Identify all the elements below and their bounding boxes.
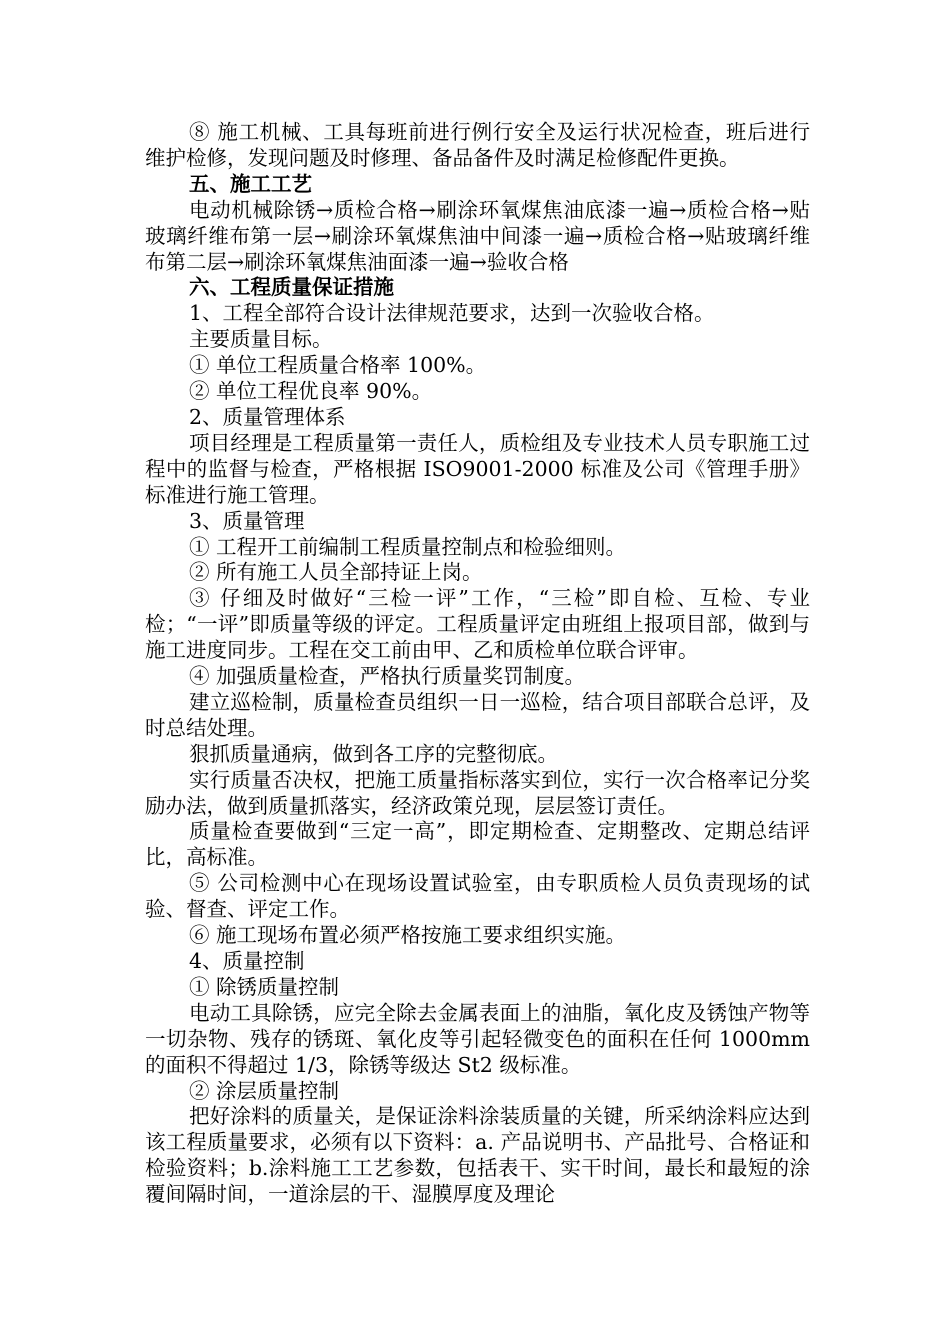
paragraph-rust-removal-body: 电动工具除锈，应完全除去金属表面上的油脂，氧化皮及锈蚀产物等一切杂物、残存的锈斑、氧化皮等引起轻微变色的面积在任何 1000mm 的面积不得超过 1/3，除锈等级达 St2 级标准。 (145, 1000, 810, 1077)
paragraph-veto-power: 实行质量否决权，把施工质量指标落实到位，实行一次合格率记分奖励办法，做到质量抓落实，经济政策兑现，层层签订责任。 (145, 767, 810, 818)
paragraph-quality-goals: 主要质量目标。 (189, 327, 333, 352)
heading-quality-assurance: 六、工程质量保证措施 (189, 275, 394, 300)
paragraph-patrol-inspection: 建立巡检制，质量检查员组织一日一巡检，结合项目部联合总评，及时总结处理。 (145, 689, 810, 740)
document-page (145, 120, 810, 1208)
paragraph-management-item1: ① 工程开工前编制工程质量控制点和检验细则。 (189, 534, 627, 559)
heading-construction-process: 五、施工工艺 (189, 171, 312, 196)
paragraph-quality-system-title: 2、质量管理体系 (189, 404, 346, 429)
paragraph-management-item4: ④ 加强质量检查，严格执行质量奖罚制度。 (189, 664, 586, 689)
paragraph-goal-pass-rate: ① 单位工程质量合格率 100%。 (189, 353, 487, 378)
paragraph-management-item6: ⑥ 施工现场布置必须严格按施工要求组织实施。 (189, 923, 627, 948)
paragraph-rust-removal-title: ① 除锈质量控制 (189, 974, 340, 999)
paragraph-coating-title: ② 涂层质量控制 (189, 1078, 340, 1103)
paragraph-quality-1: 1、工程全部符合设计法律规范要求，达到一次验收合格。 (189, 301, 715, 326)
paragraph-quality-control-title: 4、质量控制 (189, 949, 305, 973)
paragraph-quality-system-body: 项目经理是工程质量第一责任人，质检组及专业技术人员专职施工过程中的监督与检查，严格根据 ISO9001-2000 标准及公司《管理手册》标准进行施工管理。 (145, 430, 810, 507)
paragraph-management-item3: ③ 仔细及时做好“三检一评”工作，“三检”即自检、互检、专业检；“一评”即质量等级的评定。工程质量评定由班组上报项目部，做到与施工进度同步。工程在交工前由甲、乙和质检单位联合评审。 (145, 586, 810, 663)
paragraph-quality-management-title: 3、质量管理 (189, 508, 305, 533)
paragraph-common-defects: 狠抓质量通病，做到各工序的完整彻底。 (189, 741, 558, 766)
paragraph-process-flow: 电动机械除锈→质检合格→刷涂环氧煤焦油底漆一遍→质检合格→贴玻璃纤维布第一层→刷涂环氧煤焦油中间漆一遍→质检合格→贴玻璃纤维布第二层→刷涂环氧煤焦油面漆一遍→验收合格 (145, 197, 810, 274)
paragraph-item8-machinery: ⑧ 施工机械、工具每班前进行例行安全及运行状况检查，班后进行维护检修，发现问题及时修理、备品备件及时满足检修配件更换。 (145, 120, 810, 170)
paragraph-goal-excellent-rate: ② 单位工程优良率 90%。 (189, 379, 433, 404)
paragraph-coating-body: 把好涂料的质量关，是保证涂料涂装质量的关键，所采纳涂料应达到该工程质量要求，必须有以下资料：a. 产品说明书、产品批号、合格证和检验资料；b.涂料施工工艺参数，包括表干、实干时间，最长和最短的涂覆间隔时间，一道涂层的干、湿膜厚度及理论 (145, 1104, 810, 1207)
paragraph-management-item2: ② 所有施工人员全部持证上岗。 (189, 560, 483, 585)
paragraph-management-item5: ⑤ 公司检测中心在现场设置试验室，由专职质检人员负责现场的试验、督查、评定工作。 (145, 871, 810, 922)
paragraph-three-fixed: 质量检查要做到“三定一高”，即定期检查、定期整改、定期总结评比，高标准。 (145, 819, 810, 870)
